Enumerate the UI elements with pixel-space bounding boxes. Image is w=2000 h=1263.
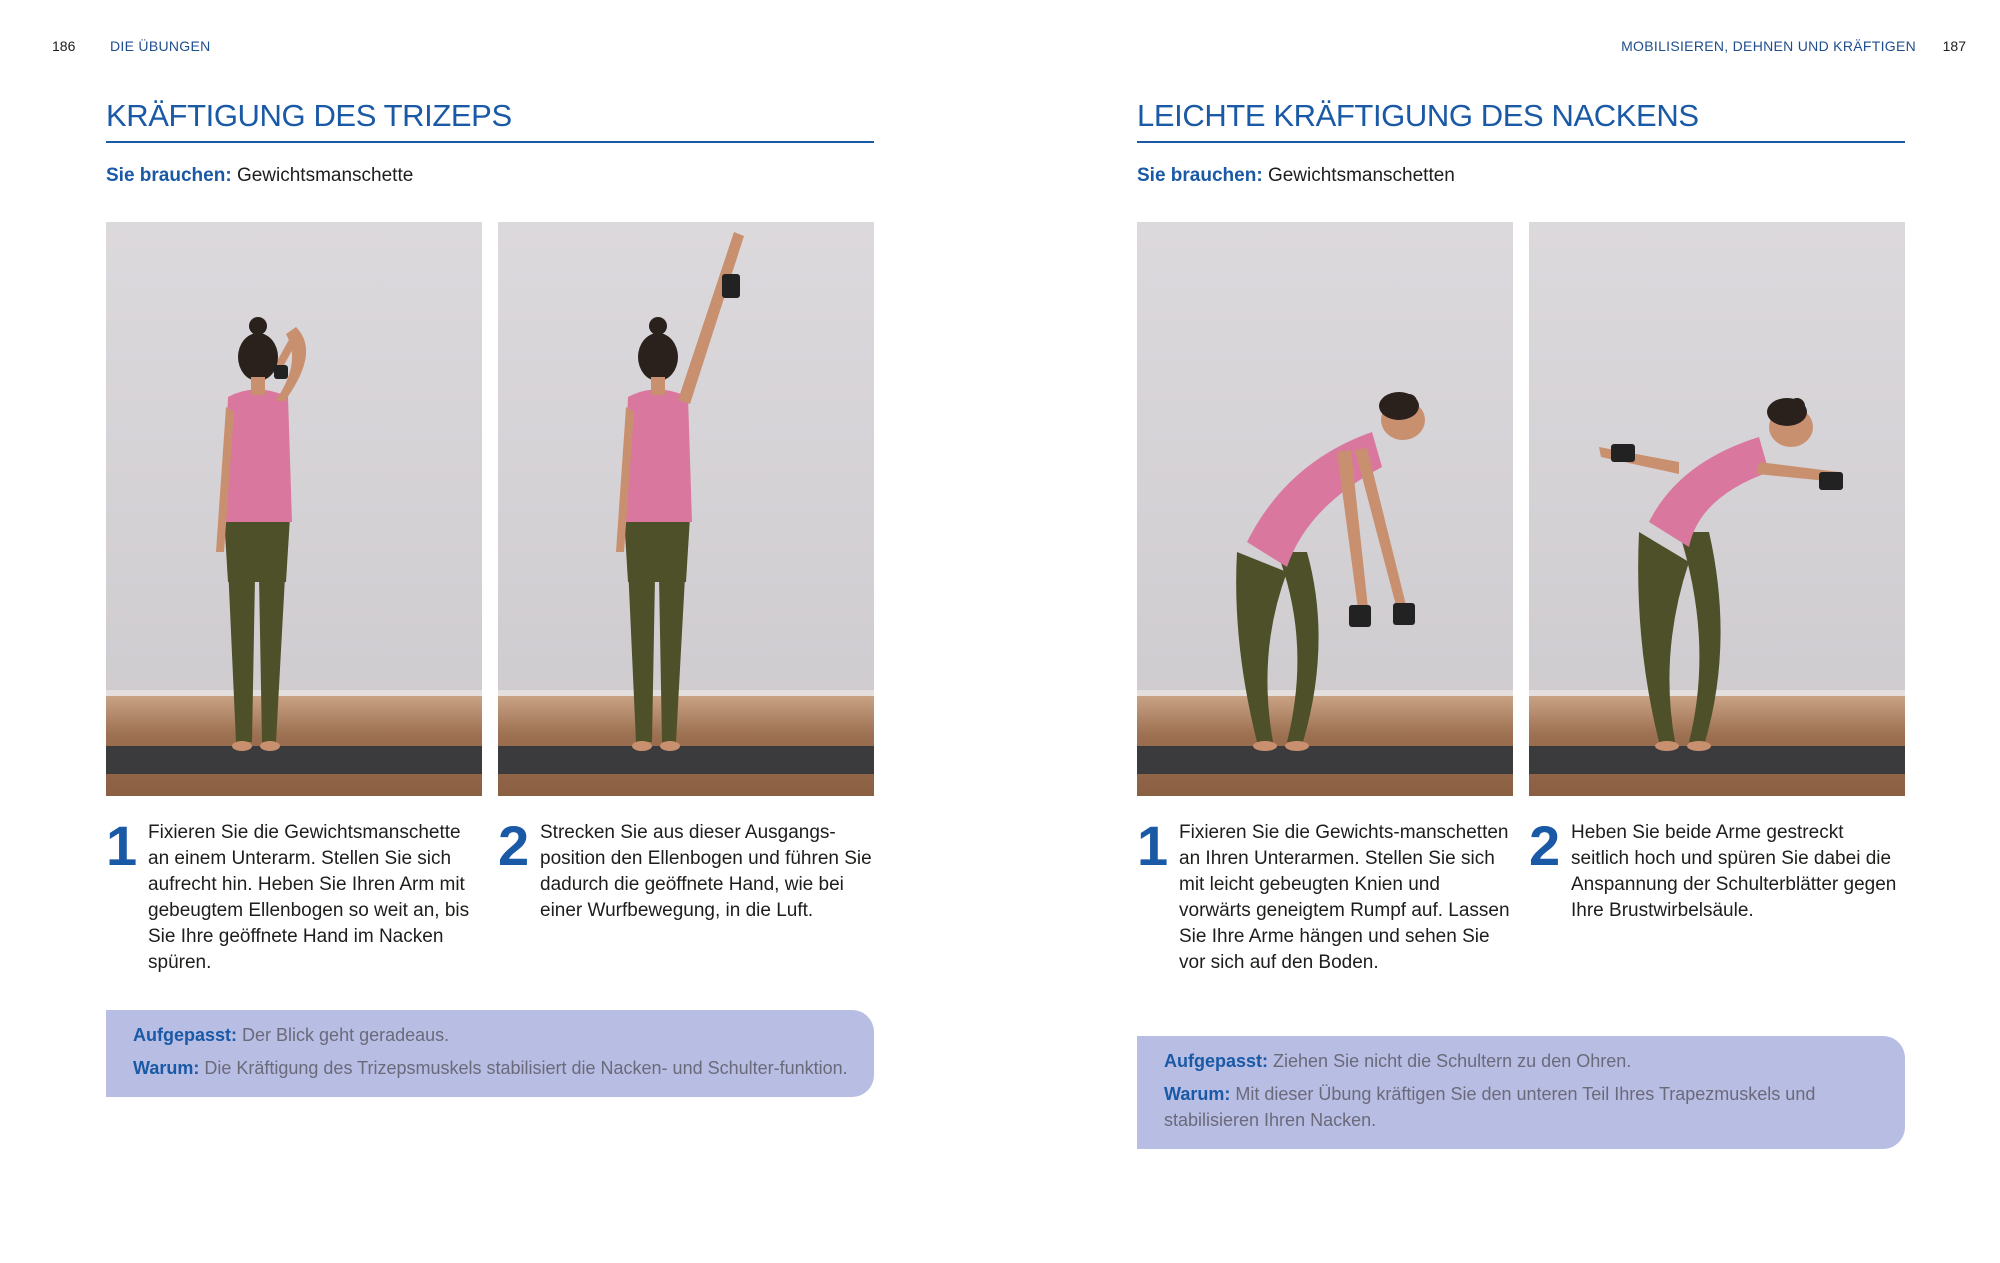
step-number: 2 xyxy=(498,814,530,877)
attention-text: Der Blick geht geradeaus. xyxy=(242,1025,450,1045)
page-number: 187 xyxy=(1942,38,1966,54)
attention-label: Aufgepasst: xyxy=(1164,1051,1269,1071)
title-rule xyxy=(106,141,874,143)
step-text: Heben Sie beide Arme gestreckt seitlich hoch und spüren Sie dabei die Anspannung der Schulterblätter gegen Ihre Brustwirbelsäule. xyxy=(1571,822,1897,921)
step-text: Fixieren Sie die Gewichtsmanschette an einem Unterarm. Stellen Sie sich aufrecht hin. Heben Sie Ihren Arm mit gebeugtem Ellenbogen so weit an, bis Sie Ihre geöffnete Hand im Nacken spüren. xyxy=(148,822,470,973)
tip-box xyxy=(106,1010,874,1097)
why-line xyxy=(133,1055,848,1081)
attention-text: Ziehen Sie nicht die Schultern zu den Ohren. xyxy=(1273,1051,1632,1071)
step-number: 2 xyxy=(1529,814,1561,877)
title-rule xyxy=(1137,141,1905,143)
running-head: MOBILISIEREN, DEHNEN UND KRÄFTIGEN xyxy=(1621,38,1916,54)
why-label: Warum: xyxy=(1164,1084,1231,1104)
step-number: 1 xyxy=(106,814,138,877)
step-1 xyxy=(1137,814,1513,976)
woman-back-hand-on-neck-figure xyxy=(106,222,482,796)
equipment-label: Sie brauchen: xyxy=(106,165,232,186)
right-page xyxy=(1000,0,2000,1263)
step-1 xyxy=(106,814,482,976)
step-text: Fixieren Sie die Gewichts-manschetten an Ihren Unterarmen. Stellen Sie sich mit leicht gebeugten Knien und vorwärts geneigtem Rumpf auf. Lassen Sie Ihre Arme hängen und sehen Sie vor sich auf den Boden. xyxy=(1179,822,1510,973)
equipment-line xyxy=(106,165,874,187)
attention-line xyxy=(133,1022,848,1048)
photo-step-1 xyxy=(106,222,482,796)
equipment-value: Gewichtsmanschette xyxy=(236,165,414,186)
step-text: Strecken Sie aus dieser Ausgangs-position den Ellenbogen und führen Sie dadurch die geöffnete Hand, wie bei einer Wurfbewegung, in die Luft. xyxy=(540,822,872,921)
photo-step-1 xyxy=(1137,222,1513,796)
exercise-neck xyxy=(1137,0,1905,1130)
photo-row xyxy=(1137,222,1905,796)
woman-bent-forward-arms-raised-figure xyxy=(1529,222,1905,796)
step-2 xyxy=(498,814,874,924)
step-2 xyxy=(1529,814,1905,924)
page-number: 186 xyxy=(52,38,76,54)
step-number: 1 xyxy=(1137,814,1169,877)
equipment-label: Sie brauchen: xyxy=(1137,165,1263,186)
attention-label: Aufgepasst: xyxy=(133,1025,238,1045)
photo-step-2 xyxy=(498,222,874,796)
running-head: DIE ÜBUNGEN xyxy=(110,38,211,54)
woman-back-arm-raised-figure xyxy=(498,222,874,796)
why-text: Die Kräftigung des Trizepsmuskels stabilisiert die Nacken- und Schulter-funktion. xyxy=(204,1058,848,1078)
photo-row xyxy=(106,222,874,796)
why-text: Mit dieser Übung kräftigen Sie den unteren Teil Ihres Trapezmuskels und stabilisieren Ihren Nacken. xyxy=(1164,1084,1816,1130)
woman-bent-forward-arms-hanging-figure xyxy=(1137,222,1513,796)
exercise-triceps xyxy=(106,0,874,1078)
exercise-title: KRÄFTIGUNG DES TRIZEPS xyxy=(106,98,512,133)
attention-line xyxy=(1164,1048,1879,1074)
equipment-value: Gewichtsmanschetten xyxy=(1267,165,1455,186)
exercise-title: LEICHTE KRÄFTIGUNG DES NACKENS xyxy=(1137,98,1699,133)
why-label: Warum: xyxy=(133,1058,200,1078)
tip-box xyxy=(1137,1036,1905,1149)
photo-step-2 xyxy=(1529,222,1905,796)
equipment-line xyxy=(1137,165,1905,187)
why-line xyxy=(1164,1081,1879,1133)
